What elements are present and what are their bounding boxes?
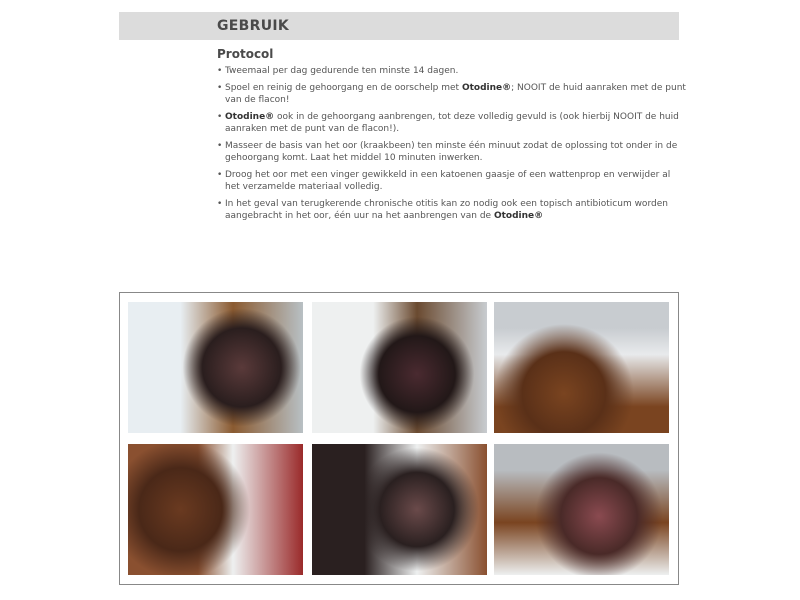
photo-4	[128, 444, 303, 575]
list-item: • Otodine® ook in de gehoorgang aanbrengen, tot deze volledig gevuld is (ook hierbij NOOIT de huid aanraken met de punt van de flacon!).	[217, 111, 687, 135]
photo-2	[312, 302, 487, 433]
list-item: • In het geval van terugkerende chronische otitis kan zo nodig ook een topisch antibioticum worden aangebracht in het oor, één uur na het aanbrengen van de Otodine®	[217, 198, 687, 222]
list-item: • Tweemaal per dag gedurende ten minste 14 dagen.	[217, 65, 687, 77]
protocol-list	[217, 65, 687, 227]
protocol-heading: Protocol	[217, 47, 274, 61]
photo-6	[494, 444, 669, 575]
section-header	[119, 12, 679, 40]
photo-grid	[119, 292, 679, 585]
photo-3	[494, 302, 669, 433]
photo-1	[128, 302, 303, 433]
list-item: • Spoel en reinig de gehoorgang en de oorschelp met Otodine®; NOOIT de huid aanraken met de punt van de flacon!	[217, 82, 687, 106]
list-item: • Masseer de basis van het oor (kraakbeen) ten minste één minuut zodat de oplossing tot onder in de gehoorgang komt. Laat het middel 10 minuten inwerken.	[217, 140, 687, 164]
section-title: GEBRUIK	[217, 18, 290, 34]
list-item: • Droog het oor met een vinger gewikkeld in een katoenen gaasje of een wattenprop en verwijder al het verzamelde materiaal volledig.	[217, 169, 687, 193]
photo-5	[312, 444, 487, 575]
